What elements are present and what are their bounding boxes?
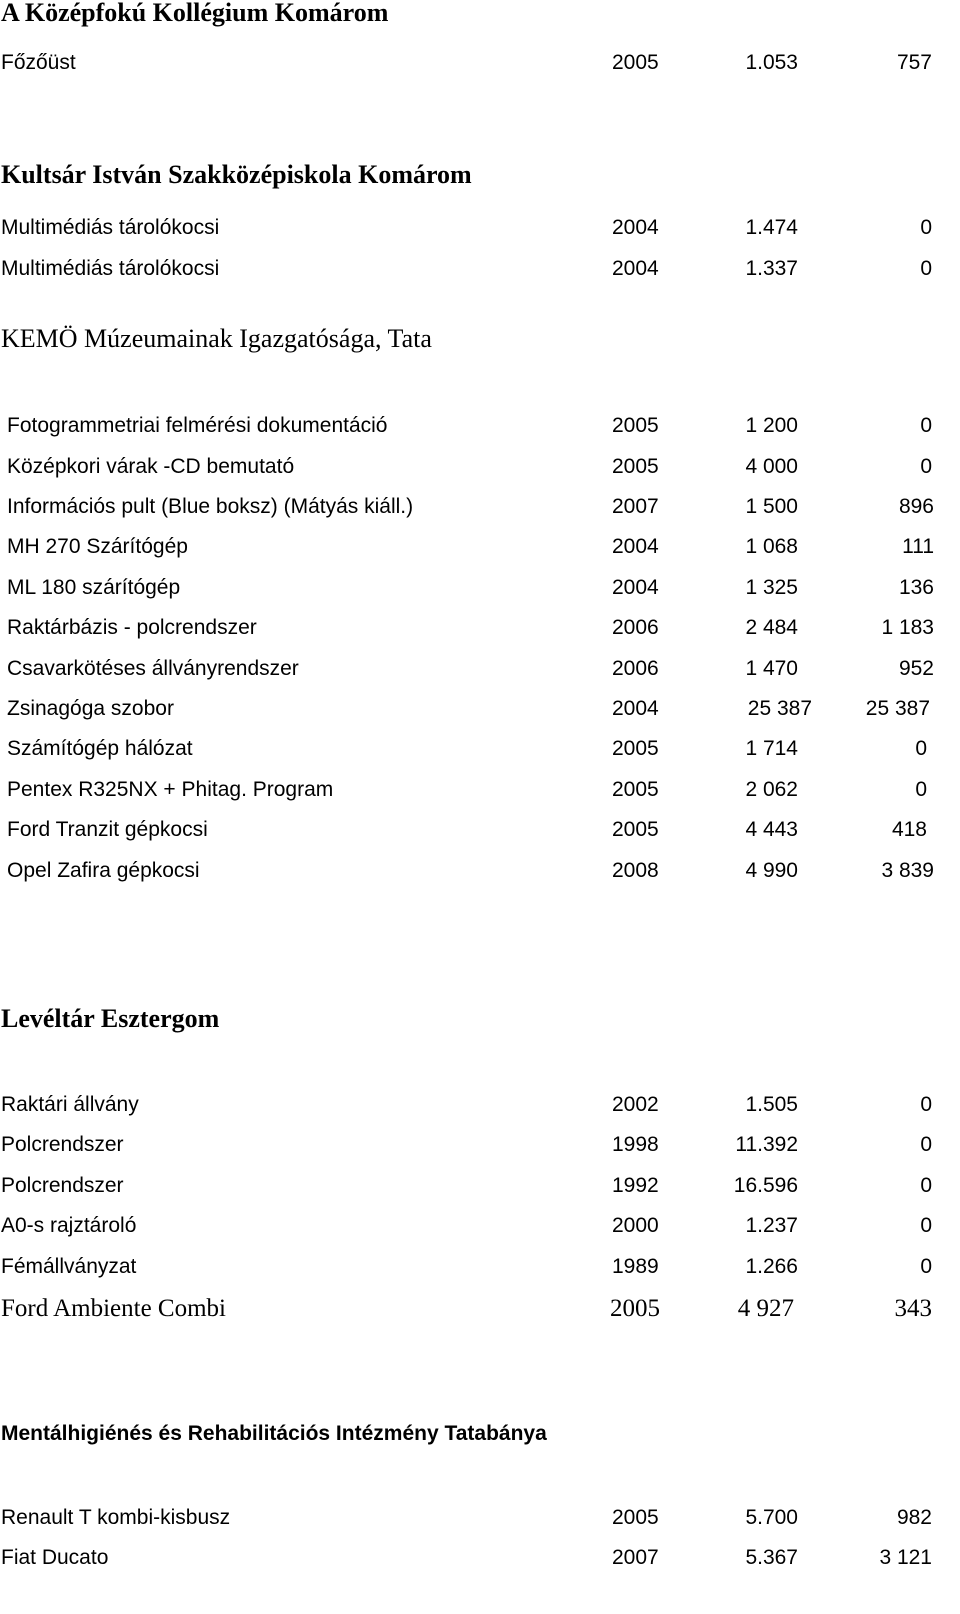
item-name: Opel Zafira gépkocsi [7, 859, 200, 882]
item-value-2: 3 839 [881, 859, 934, 882]
item-value-1: 16.596 [733, 1174, 798, 1197]
item-value-2: 952 [898, 657, 934, 680]
item-value-1: 5.367 [745, 1546, 798, 1569]
item-name: A0-s rajztároló [1, 1214, 137, 1237]
item-year: 2008 [612, 859, 659, 882]
item-value-2: 0 [920, 216, 932, 239]
table-row [0, 1252, 960, 1282]
item-year: 2004 [612, 257, 659, 280]
item-year: 2000 [612, 1214, 659, 1237]
table-row [0, 213, 960, 243]
item-year: 2005 [612, 455, 659, 478]
item-value-1: 25 387 [747, 697, 812, 720]
item-value-2: 0 [920, 1214, 932, 1237]
item-value-2: 0 [920, 1174, 932, 1197]
item-value-2: 0 [920, 1255, 932, 1278]
table-row [0, 254, 960, 284]
item-value-1: 1.474 [745, 216, 798, 239]
item-value-1: 4 443 [745, 818, 798, 841]
item-value-1: 1.053 [745, 51, 798, 74]
item-name: Fiat Ducato [1, 1546, 109, 1569]
item-year: 2007 [612, 1546, 659, 1569]
item-value-1: 2 062 [745, 778, 798, 801]
item-name: Zsinagóga szobor [7, 697, 174, 720]
section-title-leveltar-esztergom: Levéltár Esztergom [1, 1004, 220, 1033]
section-title-kultsar-szakkozepiskola: Kultsár István Szakközépiskola Komárom [1, 160, 472, 189]
item-name: Multimédiás tárolókocsi [1, 216, 220, 239]
item-value-2: 0 [920, 257, 932, 280]
item-value-1: 2 484 [745, 616, 798, 639]
item-value-2: 343 [894, 1295, 932, 1322]
item-year: 1998 [612, 1133, 659, 1156]
table-row [0, 1294, 960, 1324]
item-value-1: 1 325 [745, 576, 798, 599]
item-name: Ford Tranzit gépkocsi [7, 818, 208, 841]
item-value-2: 1 183 [881, 616, 934, 639]
item-value-1: 1.266 [745, 1255, 798, 1278]
item-name: Főzőüst [1, 51, 76, 74]
item-name: Középkori várak -CD bemutató [7, 455, 295, 478]
item-value-2: 0 [920, 1093, 932, 1116]
item-value-1: 1.237 [745, 1214, 798, 1237]
item-name: ML 180 szárítógép [7, 576, 181, 599]
item-year: 2004 [612, 535, 659, 558]
item-value-2: 0 [920, 414, 932, 437]
item-name: Számítógép hálózat [7, 737, 193, 760]
item-value-1: 1 714 [745, 737, 798, 760]
item-value-2: 982 [896, 1506, 932, 1529]
table-row [0, 613, 960, 643]
table-row [0, 532, 960, 562]
table-row [0, 452, 960, 482]
section-title-kollegium-komarom: A Középfokú Kollégium Komárom [1, 0, 389, 27]
table-row [0, 734, 960, 764]
item-value-2: 0 [915, 737, 927, 760]
item-value-2: 418 [891, 818, 927, 841]
item-value-2: 111 [902, 535, 934, 558]
table-row [0, 775, 960, 805]
item-value-2: 25 387 [865, 697, 930, 720]
item-name: Polcrendszer [1, 1174, 124, 1197]
item-value-1: 4 927 [737, 1295, 794, 1322]
table-row [0, 48, 960, 78]
item-value-1: 1.505 [745, 1093, 798, 1116]
section-title-kemo-muzeumai-tata: KEMÖ Múzeumainak Igazgatósága, Tata [1, 324, 432, 353]
item-value-2: 896 [898, 495, 934, 518]
item-name: Ford Ambiente Combi [1, 1295, 226, 1322]
item-value-1: 1 200 [745, 414, 798, 437]
item-name: Fémállványzat [1, 1255, 137, 1278]
table-row [0, 856, 960, 886]
item-year: 2005 [612, 414, 659, 437]
item-year: 2007 [612, 495, 659, 518]
item-name: Polcrendszer [1, 1133, 124, 1156]
item-year: 2004 [612, 576, 659, 599]
table-row [0, 694, 960, 724]
item-value-1: 5.700 [745, 1506, 798, 1529]
table-row [0, 492, 960, 522]
item-year: 2005 [612, 778, 659, 801]
table-row [0, 573, 960, 603]
item-name: Fotogrammetriai felmérési dokumentáció [7, 414, 388, 437]
item-year: 2005 [612, 51, 659, 74]
item-year: 2006 [612, 657, 659, 680]
item-value-2: 0 [920, 455, 932, 478]
item-value-1: 1 500 [745, 495, 798, 518]
item-year: 2006 [612, 616, 659, 639]
item-value-1: 4 000 [745, 455, 798, 478]
item-value-2: 0 [920, 1133, 932, 1156]
item-year: 2004 [612, 697, 659, 720]
item-name: Multimédiás tárolókocsi [1, 257, 220, 280]
item-year: 2005 [610, 1295, 660, 1322]
item-value-2: 757 [896, 51, 932, 74]
table-row [0, 1171, 960, 1201]
item-value-2: 0 [915, 778, 927, 801]
item-name: Csavarkötéses állványrendszer [7, 657, 299, 680]
item-year: 1989 [612, 1255, 659, 1278]
item-value-2: 3 121 [879, 1546, 932, 1569]
item-value-1: 1 470 [745, 657, 798, 680]
item-value-1: 4 990 [745, 859, 798, 882]
table-row [0, 1090, 960, 1120]
item-name: MH 270 Szárítógép [7, 535, 188, 558]
table-row [0, 411, 960, 441]
item-year: 2005 [612, 1506, 659, 1529]
table-row [0, 654, 960, 684]
section-title-mentalhigienes-intezmeny: Mentálhigiénés és Rehabilitációs Intézmény Tatabánya [1, 1422, 547, 1445]
item-name: Pentex R325NX + Phitag. Program [7, 778, 334, 801]
item-year: 2002 [612, 1093, 659, 1116]
item-year: 1992 [612, 1174, 659, 1197]
table-row [0, 1543, 960, 1573]
item-value-2: 136 [898, 576, 934, 599]
item-name: Renault T kombi-kisbusz [1, 1506, 231, 1529]
item-value-1: 1 068 [745, 535, 798, 558]
item-value-1: 11.392 [735, 1133, 798, 1156]
table-row [0, 1130, 960, 1160]
table-row [0, 1211, 960, 1241]
item-name: Raktári állvány [1, 1093, 139, 1116]
item-year: 2004 [612, 216, 659, 239]
item-year: 2005 [612, 737, 659, 760]
table-row [0, 815, 960, 845]
table-row [0, 1503, 960, 1533]
item-name: Raktárbázis - polcrendszer [7, 616, 257, 639]
item-name: Információs pult (Blue boksz) (Mátyás kiáll.) [7, 495, 414, 518]
item-year: 2005 [612, 818, 659, 841]
item-value-1: 1.337 [745, 257, 798, 280]
